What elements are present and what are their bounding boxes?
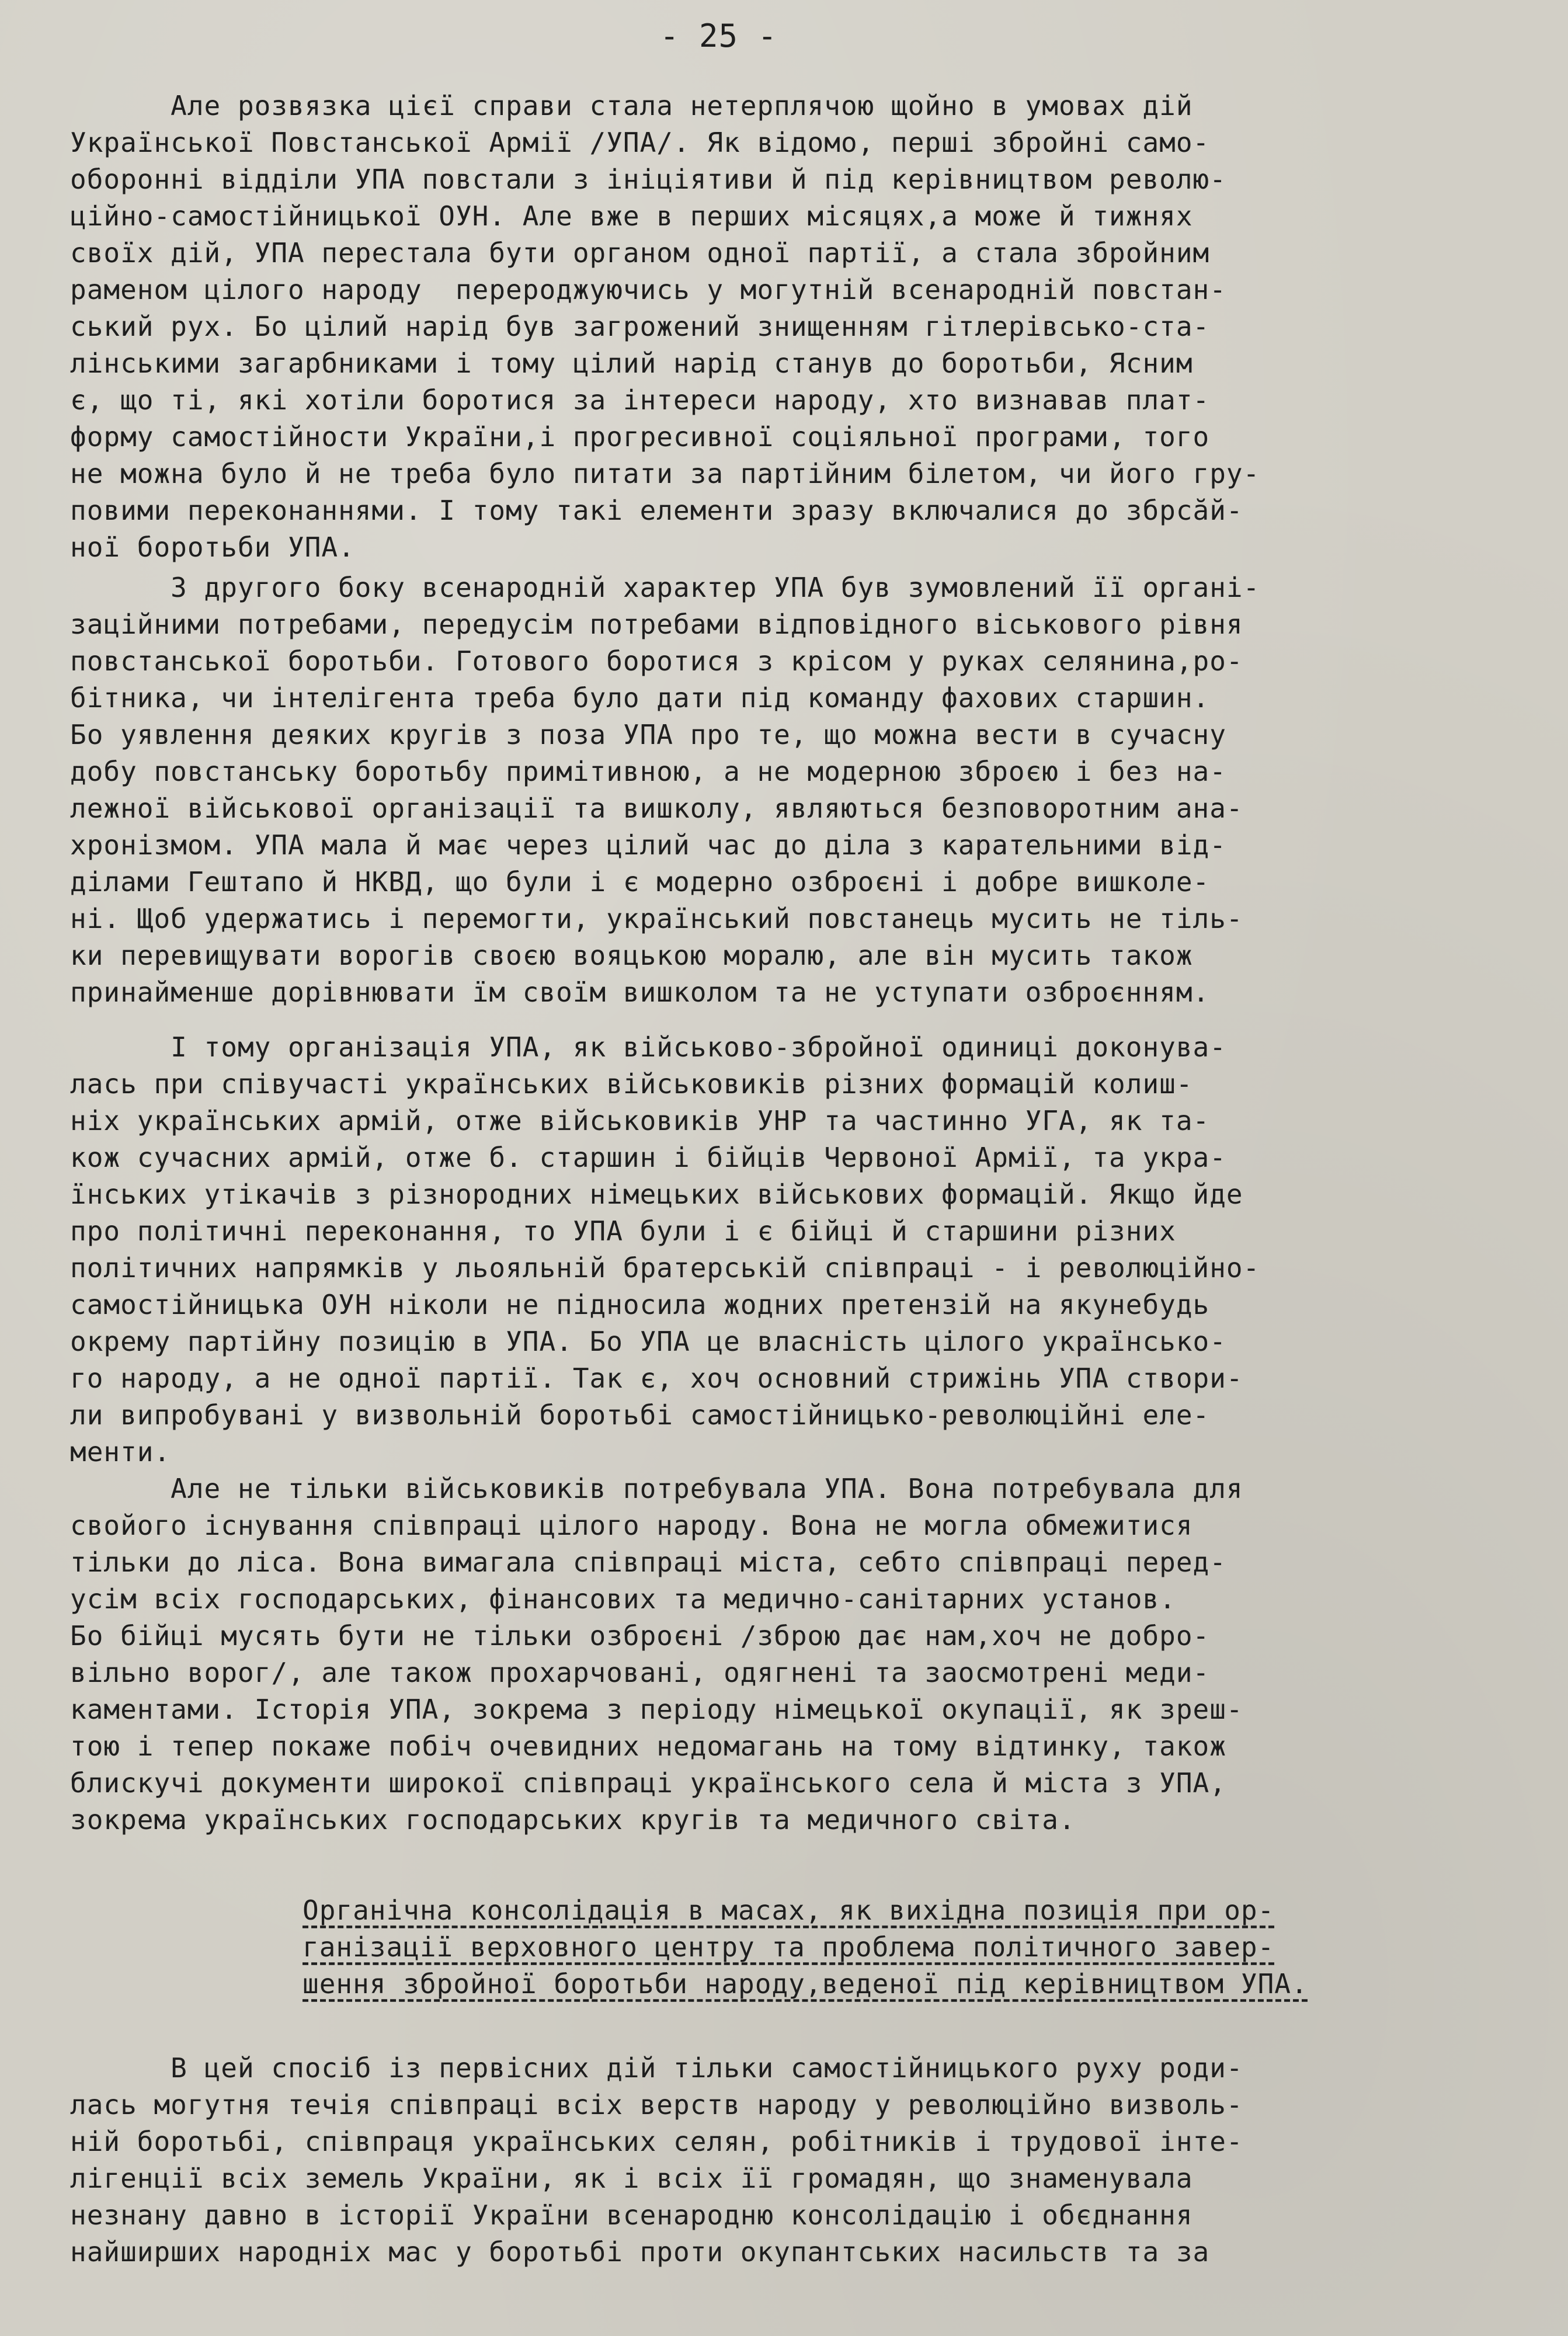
section-heading-line: Органічна консолідація в масах, як вихідна позиція при ор-: [303, 1894, 1275, 1926]
text-line: не можна було й не треба було питати за партійним білетом, чи його гру-: [70, 458, 1260, 489]
text-line: лась могутня течія співпраці всіх верств народу у революційно визволь-: [70, 2089, 1243, 2121]
text-line: го народу, а не одної партії. Так є, хоч основний стрижінь УПА створи-: [70, 1362, 1243, 1394]
text-line: Але розвязка цієї справи стала нетерплячою щойно в умовах дій: [70, 90, 1193, 121]
text-line: менти.: [70, 1436, 171, 1468]
text-line: ніх українських армій, отже військовиків УНР та частинно УГА, як та-: [70, 1105, 1210, 1136]
text-line: З другого боку всенародній характер УПА був зумовлений її органі-: [70, 572, 1260, 603]
text-line: своїх дій, УПА перестала бути органом одної партії, а стала збройним: [70, 237, 1210, 269]
text-line: лась при співучасті українських військовиків різних формацій колиш-: [70, 1068, 1193, 1100]
text-line: В цей спосіб із первісних дій тільки самостійницького руху роди-: [70, 2052, 1243, 2084]
text-line: принайменше дорівнювати їм своїм вишколом та не уступати озброєнням.: [70, 976, 1210, 1008]
text-line: кож сучасних армій, отже б. старшин і бійців Червоної Армії, та укра-: [70, 1142, 1226, 1173]
text-line: найширших народніх мас у боротьбі проти окупантських насильств та за: [70, 2236, 1210, 2268]
section-heading-line: шення збройної боротьби народу,веденої під керівництвом УПА.: [303, 1968, 1308, 2000]
text-line: І тому організація УПА, як військово-збройної одиниці доконува-: [70, 1031, 1226, 1063]
text-line: є, що ті, які хотіли боротися за інтереси народу, хто визнавав плат-: [70, 384, 1210, 416]
text-line: лігенції всіх земель України, як і всіх її громадян, що знаменувала: [70, 2163, 1193, 2194]
text-line: тільки до ліса. Вона вимагала співпраці міста, себто співпраці перед-: [70, 1546, 1226, 1578]
text-line: зокрема українських господарських кругів та медичного світа.: [70, 1804, 1076, 1836]
text-line: вільно ворог/, але також прохарчовані, одягнені та заосмотрені меди-: [70, 1657, 1210, 1688]
text-line: повстанської боротьби. Готового боротися з крісом у руках селянина,ро-: [70, 645, 1243, 677]
text-line: окрему партійну позицію в УПА. Бо УПА це власність цілого українсько-: [70, 1326, 1226, 1357]
text-line: лінськими загарбниками і тому цілий нарід станув до боротьби, Ясним: [70, 347, 1193, 379]
text-line: Бо бійці мусять бути не тільки озброєні /зброю дає нам,хоч не добро-: [70, 1620, 1210, 1652]
text-line: ційно-самостійницької ОУН. Але вже в перших місяцях,а може й тижнях: [70, 200, 1193, 232]
text-line: ної боротьби УПА.: [70, 531, 355, 563]
text-line: незнану давно в історії України всенародню консолідацію і обєднання: [70, 2199, 1193, 2231]
text-line: Української Повстанської Армії /УПА/. Як відомо, перші збройні само-: [70, 127, 1210, 158]
text-line: оборонні відділи УПА повстали з ініціятиви й під керівництвом револю-: [70, 164, 1226, 195]
section-heading-line: ганізації верховного центру та проблема політичного завер-: [303, 1931, 1275, 1963]
text-line: про політичні переконання, то УПА були і є бійці й старшини різних: [70, 1215, 1176, 1247]
text-line: блискучі документи широкої співпраці українського села й міста з УПА,: [70, 1767, 1226, 1799]
text-line: Але не тільки військовиків потребувала УПА. Вона потребувала для: [70, 1473, 1243, 1504]
text-line: ні. Щоб удержатись і перемогти, український повстанець мусить не тіль-: [70, 903, 1243, 934]
text-line: ки перевищувати ворогів своєю вояцькою моралю, але він мусить також: [70, 940, 1193, 971]
text-line: усім всіх господарських, фінансових та медично-санітарних установ.: [70, 1583, 1176, 1615]
text-line: свойого існування співпраці цілого народу. Вона не могла обмежитися: [70, 1510, 1193, 1541]
text-line: добу повстанську боротьбу примітивною, а не модерною зброєю і без на-: [70, 756, 1226, 787]
text-line: політичних напрямків у льояльній братерській співпраці - і революційно-: [70, 1252, 1260, 1284]
text-line: заційними потребами, передусім потребами відповідного віськового рівня: [70, 609, 1243, 640]
text-line: раменом цілого народу перероджуючись у могутній всенародній повстан-: [70, 274, 1226, 305]
text-line: Бо уявлення деяких кругів з поза УПА про те, що можна вести в сучасну: [70, 719, 1226, 750]
text-line: ній боротьбі, співпраця українських селян, робітників і трудової інте-: [70, 2126, 1243, 2157]
text-line: лежної військової організації та вишколу, являються безповоротним ана-: [70, 792, 1243, 824]
text-line: каментами. Історія УПА, зокрема з періоду німецької окупації, як зреш-: [70, 1694, 1243, 1725]
text-line: повими переконаннями. І тому такі елементи зразу включалися до збрcăй-: [70, 495, 1243, 526]
text-line: їнських утікачів з різнородних німецьких військових формацій. Якщо йде: [70, 1179, 1243, 1210]
page-number: - 25 -: [660, 18, 778, 54]
text-line: форму самостійности України,і прогресивної соціяльної програми, того: [70, 421, 1210, 453]
text-line: самостійницька ОУН ніколи не підносила жодних претензій на якунебудь: [70, 1289, 1210, 1320]
text-line: ділами Гештапо й НКВД, що були і є модерно озброєні і добре вишколе-: [70, 866, 1210, 898]
text-line: бітника, чи інтелігента треба було дати під команду фахових старшин.: [70, 682, 1210, 714]
text-line: ли випробувані у визвольній боротьбі самостійницько-революційні еле-: [70, 1399, 1210, 1431]
text-line: тою і тепер покаже побіч очевидних недомагань на тому відтинку, також: [70, 1730, 1226, 1762]
text-line: хронізмом. УПА мала й має через цілий час до діла з карательними від-: [70, 829, 1226, 861]
text-line: ський рух. Бо цілий нарід був загрожений знищенням гітлерівсько-ста-: [70, 311, 1210, 342]
